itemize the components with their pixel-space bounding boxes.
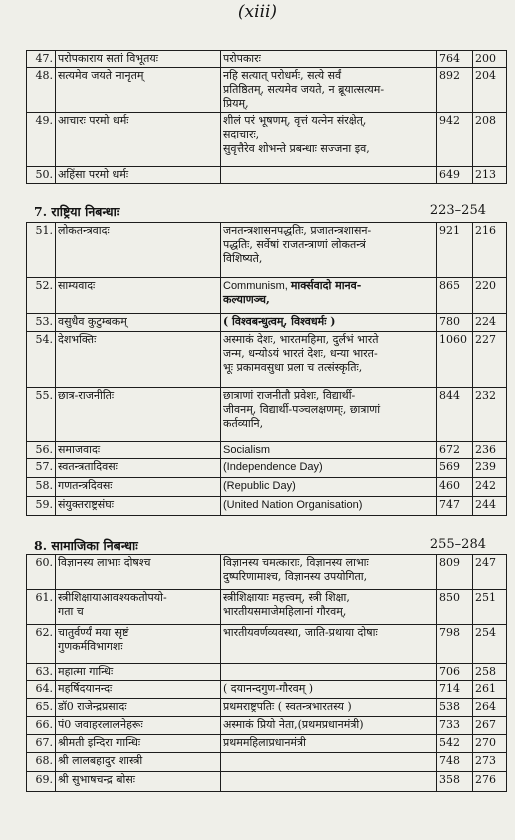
word-count: 865 <box>437 278 473 314</box>
table-row <box>27 497 507 516</box>
word-count: 460 <box>437 478 473 497</box>
subtopic-line: प्रथमराष्ट्रपतिः ( स्वतन्त्रभारतस्य ) <box>223 700 352 713</box>
essay-title: आचारः परमो धर्मः <box>56 113 221 167</box>
word-count: 780 <box>437 314 473 332</box>
page-number-cell: 267 <box>473 717 507 735</box>
entry-number: 52. <box>27 278 56 314</box>
page-number-cell: 236 <box>473 442 507 459</box>
entry-number: 64. <box>27 681 56 699</box>
page-number-cell: 254 <box>473 625 507 664</box>
subtopic-line: विज्ञानस्य चमत्काराः, विज्ञानस्य लाभाः <box>223 556 369 569</box>
table-row <box>27 590 507 625</box>
page-number-cell: 258 <box>473 664 507 681</box>
entry-number: 56. <box>27 442 56 459</box>
subtopic-line: सुवृत्तैरेव शोभन्ते प्रबन्धाः सज्जना इव, <box>223 142 370 155</box>
subtopic-line: जनतन्त्रशासनपद्धतिः, प्रजातन्त्रशासन- <box>223 224 372 237</box>
table-row <box>27 478 507 497</box>
subtopic-line: Socialism <box>223 444 271 456</box>
essay-title: साम्यवादः <box>56 278 221 314</box>
entry-number: 62. <box>27 625 56 664</box>
page-number-cell: 261 <box>473 681 507 699</box>
table-row <box>27 113 507 167</box>
section-table <box>26 554 507 792</box>
subtopic-line: स्त्रीशिक्षायाः महत्त्वम्, स्त्री शिक्षा, <box>223 591 350 604</box>
essay-title: स्त्रीशिक्षायाआवश्यकतोपयो- गता च <box>56 590 221 625</box>
essay-subtopics <box>221 167 437 184</box>
word-count: 569 <box>437 459 473 478</box>
table-row <box>27 332 507 388</box>
essay-title: परोपकाराय सतां विभूतयः <box>56 51 221 68</box>
page-number: (xiii) <box>237 2 278 22</box>
table-row <box>27 442 507 459</box>
table-row <box>27 555 507 590</box>
subtopic-line: शीलं परं भूषणम्, वृत्तं यत्नेन संरक्षेत्, <box>223 114 367 127</box>
word-count: 714 <box>437 681 473 699</box>
essay-subtopics <box>221 681 437 699</box>
page-number-cell: 251 <box>473 590 507 625</box>
essay-subtopics <box>221 478 437 497</box>
page-number-cell: 200 <box>473 51 507 68</box>
table-row <box>27 699 507 717</box>
section-heading <box>34 537 486 555</box>
word-count: 748 <box>437 753 473 772</box>
entry-number: 68. <box>27 753 56 772</box>
entry-number: 47. <box>27 51 56 68</box>
page-number-cell: 276 <box>473 772 507 792</box>
table-row <box>27 68 507 113</box>
subtopic-line: (Independence Day) <box>223 461 323 473</box>
entry-number: 48. <box>27 68 56 113</box>
essay-subtopics <box>221 68 437 113</box>
essay-title: वसुधैव कुटुम्बकम् <box>56 314 221 332</box>
table-row <box>27 51 507 68</box>
entry-number: 49. <box>27 113 56 167</box>
word-count: 921 <box>437 223 473 278</box>
essay-subtopics <box>221 459 437 478</box>
essay-title: श्री लालबहादुर शास्त्री <box>56 753 221 772</box>
table-row <box>27 388 507 442</box>
word-count: 747 <box>437 497 473 516</box>
subtopic-line: ( दयानन्दगुण-गौरवम् ) <box>223 682 314 695</box>
essay-subtopics <box>221 699 437 717</box>
page-number-cell: 213 <box>473 167 507 184</box>
entry-number: 66. <box>27 717 56 735</box>
subtopic-line: परोपकारः <box>223 52 261 65</box>
essay-title: विज्ञानस्य लाभाः दोषश्च <box>56 555 221 590</box>
table-row <box>27 314 507 332</box>
entry-number: 55. <box>27 388 56 442</box>
entry-number: 57. <box>27 459 56 478</box>
subtopic-line: प्रथममहिलाप्रधानमंत्री <box>223 736 306 749</box>
subtopic-line: Communism, मार्क्सवादो मानव- <box>223 279 362 292</box>
entry-number: 50. <box>27 167 56 184</box>
essay-subtopics <box>221 278 437 314</box>
essay-title: महात्मा गान्धिः <box>56 664 221 681</box>
word-count: 1060 <box>437 332 473 388</box>
essay-subtopics <box>221 113 437 167</box>
table-row <box>27 625 507 664</box>
section-title: 8. सामाजिका निबन्धाः <box>34 538 138 553</box>
essay-subtopics <box>221 314 437 332</box>
essay-title: श्रीमती इन्दिरा गान्धिः <box>56 735 221 753</box>
entry-number: 60. <box>27 555 56 590</box>
essay-title: लोकतन्त्रवादः <box>56 223 221 278</box>
page-number-cell: 208 <box>473 113 507 167</box>
table-row <box>27 772 507 792</box>
essay-title: समाजवादः <box>56 442 221 459</box>
essay-subtopics <box>221 625 437 664</box>
word-count: 809 <box>437 555 473 590</box>
subtopic-line: कल्याणञ्च, <box>223 293 270 306</box>
word-count: 538 <box>437 699 473 717</box>
page-number-cell: 244 <box>473 497 507 516</box>
subtopic-line: कर्तव्यानि, <box>223 417 264 430</box>
essay-subtopics <box>221 497 437 516</box>
essay-subtopics <box>221 753 437 772</box>
table-row <box>27 459 507 478</box>
subtopic-line: नहि सत्यात् परोधर्मः, सत्ये सर्वं <box>223 69 342 82</box>
essay-title: चातुर्वर्ण्यं मया सृष्टं गुणकर्मविभागशः <box>56 625 221 664</box>
entry-number: 67. <box>27 735 56 753</box>
page-number-cell: 273 <box>473 753 507 772</box>
entry-number: 59. <box>27 497 56 516</box>
subtopic-line: सदाचारः, <box>223 128 260 141</box>
entry-number: 69. <box>27 772 56 792</box>
word-count: 798 <box>437 625 473 664</box>
section-heading <box>34 203 486 221</box>
word-count: 892 <box>437 68 473 113</box>
word-count: 672 <box>437 442 473 459</box>
subtopic-line: (United Nation Organisation) <box>223 499 363 511</box>
subtopic-line: पद्धतिः, सर्वेषां राजतन्त्राणां लोकतन्त्रं <box>223 238 366 251</box>
entry-number: 53. <box>27 314 56 332</box>
essay-subtopics <box>221 51 437 68</box>
entry-number: 65. <box>27 699 56 717</box>
subtopic-line: छात्राणां राजनीतौ प्रवेशः, विद्यार्थी- <box>223 389 356 402</box>
entry-number: 58. <box>27 478 56 497</box>
page-number-cell: 239 <box>473 459 507 478</box>
essay-title: अहिंसा परमो धर्मः <box>56 167 221 184</box>
table-row <box>27 664 507 681</box>
subtopic-line: विशिष्यते, <box>223 252 263 265</box>
word-count: 850 <box>437 590 473 625</box>
table-row <box>27 167 507 184</box>
word-count: 733 <box>437 717 473 735</box>
essay-title: संयुक्तराष्ट्रसंघः <box>56 497 221 516</box>
page-number-cell: 220 <box>473 278 507 314</box>
essay-subtopics <box>221 442 437 459</box>
page-number-cell: 242 <box>473 478 507 497</box>
table-row <box>27 681 507 699</box>
section-table <box>26 222 507 516</box>
subtopic-line: ( विश्वबन्धुत्वम्, विश्वधर्मः ) <box>223 315 336 328</box>
essay-title: महर्षिदयानन्दः <box>56 681 221 699</box>
section-page-range: 255–284 <box>429 537 486 552</box>
essay-title: श्री सुभाषचन्द्र बोसः <box>56 772 221 792</box>
page-number-cell: 264 <box>473 699 507 717</box>
subtopic-line: (Republic Day) <box>223 480 296 492</box>
page-number-cell: 247 <box>473 555 507 590</box>
page-number-cell: 216 <box>473 223 507 278</box>
essay-title: स्वतन्त्रतादिवसः <box>56 459 221 478</box>
essay-title: डॉ0 राजेन्द्रप्रसादः <box>56 699 221 717</box>
word-count: 844 <box>437 388 473 442</box>
subtopic-line: प्रतिष्ठितम्, सत्यमेव जयते, न ब्रूयात्सत्यम- <box>223 83 385 96</box>
page-number-cell: 270 <box>473 735 507 753</box>
essay-subtopics <box>221 555 437 590</box>
entry-number: 63. <box>27 664 56 681</box>
table-row <box>27 753 507 772</box>
page-number-cell: 227 <box>473 332 507 388</box>
table-row <box>27 278 507 314</box>
entry-number: 61. <box>27 590 56 625</box>
essay-subtopics <box>221 332 437 388</box>
essay-subtopics <box>221 735 437 753</box>
subtopic-line: भारतीयवर्णव्यवस्था, जाति-प्रथाया दोषाः <box>223 626 378 639</box>
essay-subtopics <box>221 223 437 278</box>
page-number-cell: 204 <box>473 68 507 113</box>
section-table <box>26 50 507 184</box>
entry-number: 51. <box>27 223 56 278</box>
page-number-cell: 224 <box>473 314 507 332</box>
word-count: 764 <box>437 51 473 68</box>
page-number-cell: 232 <box>473 388 507 442</box>
essay-title: गणतन्त्रदिवसः <box>56 478 221 497</box>
essay-subtopics <box>221 772 437 792</box>
essay-title: छात्र-राजनीतिः <box>56 388 221 442</box>
essay-subtopics <box>221 717 437 735</box>
subtopic-line: प्रियम्, <box>223 97 249 110</box>
subtopic-line: अस्माकं देशः, भारतमहिमा, दुर्लभं भारते <box>223 333 379 346</box>
table-row <box>27 717 507 735</box>
essay-title: सत्यमेव जयते नानृतम् <box>56 68 221 113</box>
subtopic-line: जन्म, धन्योऽयं भारतं देशः, धन्या भारत- <box>223 347 378 360</box>
word-count: 706 <box>437 664 473 681</box>
table-row <box>27 735 507 753</box>
subtopic-line: अस्माकं प्रियो नेता,(प्रथमप्रधानमंत्री) <box>223 718 364 731</box>
essay-subtopics <box>221 590 437 625</box>
section-title: 7. राष्ट्रिया निबन्धाः <box>34 204 120 219</box>
word-count: 942 <box>437 113 473 167</box>
subtopic-line: दुष्परिणामाश्च, विज्ञानस्य उपयोगिता, <box>223 570 368 583</box>
essay-title: पं0 जवाहरलालनेहरूः <box>56 717 221 735</box>
essay-subtopics <box>221 388 437 442</box>
word-count: 542 <box>437 735 473 753</box>
essay-subtopics <box>221 664 437 681</box>
word-count: 358 <box>437 772 473 792</box>
essay-title: देशभक्तिः <box>56 332 221 388</box>
subtopic-line: भूः प्रकामवसुधा प्रला च तत्संस्कृतिः, <box>223 361 363 374</box>
section-page-range: 223–254 <box>429 203 486 218</box>
subtopic-line: जीवनम्, विद्यार्थी-पञ्चलक्षणम्ः, छात्राणां <box>223 403 381 416</box>
table-row <box>27 223 507 278</box>
word-count: 649 <box>437 167 473 184</box>
subtopic-line: भारतीयसमाजेमहिलानां गौरवम्, <box>223 605 347 618</box>
entry-number: 54. <box>27 332 56 388</box>
